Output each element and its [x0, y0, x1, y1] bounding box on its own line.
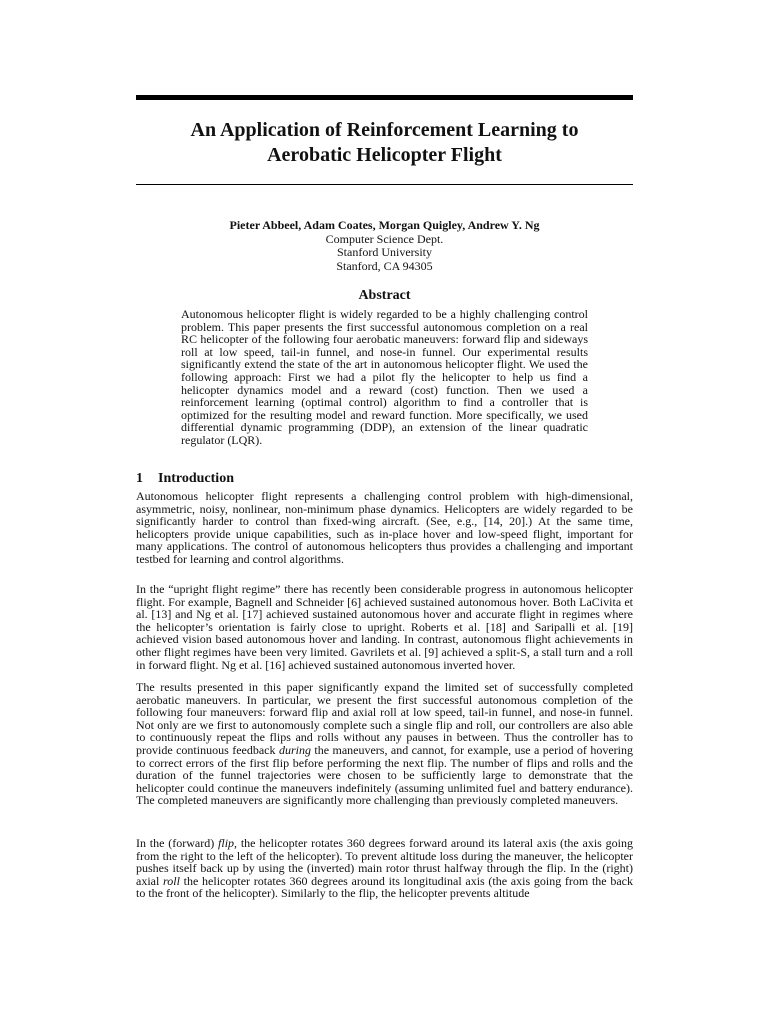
- paragraph-3-text-a: The results presented in this paper significantly expand the limited set of successfully completed aerobatic maneuvers. In particular, we present the first successful autonomous completion of the following four maneuvers: forward flip and axial roll at low speed, tail-in funnel, and nose-in funnel. Not only are we first to autonomously complete such a single flip and roll, our controllers are also able to continuously repeat the flips and rolls without any pauses in between. Thus the controller has to provide continuous feedback: [136, 680, 633, 757]
- emphasis-roll: roll: [163, 873, 180, 888]
- affiliation-department: Computer Science Dept.: [325, 231, 444, 246]
- affiliation-address: Stanford, CA 94305: [336, 258, 433, 273]
- paragraph-3-text-b: the maneuvers, and cannot, for example, use a period of hovering to correct errors of the first flip before performing the next flip. The number of flips and rolls and the duration of the funnel trajectories were chosen to be sufficiently large to demonstrate that the helicopter could continue the maneuvers indefinitely (assuming unlimited fuel and battery endurance). The completed maneuvers are significantly more challenging than previously completed maneuvers.: [136, 742, 633, 808]
- intro-paragraph-2: In the “upright flight regime” there has recently been considerable progress in autonomous helicopter flight. For example, Bagnell and Schneider [6] achieved sustained autonomous hover. Both LaCivita et al. [13] and Ng et al. [17] achieved sustained autonomous hover and accurate flight in regimes where the helicopter’s orientation is fairly close to upright. Roberts et al. [18] and Saripalli et al. [19] achieved vision based autonomous hover and landing. In contrast, autonomous flight achievements in other flight regimes have been very limited. Gavrilets et al. [9] achieved a split-S, a stall turn and a roll in forward flight. Ng et al. [16] achieved sustained autonomous inverted hover.: [136, 582, 633, 672]
- paragraph-4-text-c: the helicopter rotates 360 degrees around its longitudinal axis (the axis going from the back to the front of the helicopter). Similarly to the flip, the helicopter prevents altitude: [136, 873, 633, 901]
- affiliation-university: Stanford University: [337, 245, 432, 259]
- section-number: 1: [136, 471, 143, 486]
- title-top-rule: [136, 95, 633, 100]
- abstract-text: Autonomous helicopter flight is widely regarded to be a highly challenging control problem. This paper presents the first successful autonomous completion on a real RC helicopter of the following four aerobatic maneuvers: forward flip and sideways roll at low speed, tail-in funnel, and nose-in funnel. Our experimental results significantly extend the state of the art in autonomous helicopter flight. We used the following approach: First we had a pilot fly the helicopter to help us find a helicopter dynamics model and a reward (cost) function. Then we used a reinforcement learning (optimal control) algorithm to find a controller that is optimized for the resulting model and reward function. More specifically, we used differential dynamic programming (DDP), an extension of the linear quadratic regulator (LQR).: [181, 307, 588, 447]
- paragraph-4-text-a: In the (forward): [136, 836, 219, 850]
- title-line-1: An Application of Reinforcement Learning to: [190, 119, 579, 141]
- author-names: Pieter Abbeel, Adam Coates, Morgan Quigley, Andrew Y. Ng: [229, 218, 540, 232]
- title-line-2: Aerobatic Helicopter Flight: [267, 144, 502, 166]
- section-heading-introduction: [136, 470, 234, 487]
- abstract-heading: Abstract: [358, 288, 411, 303]
- section-title: Introduction: [158, 471, 234, 486]
- title-bottom-rule: [136, 184, 633, 185]
- emphasis-during: during: [278, 742, 311, 757]
- paper-title: [136, 118, 633, 168]
- paragraph-4-text-b: , the helicopter rotates 360 degrees forward around its lateral axis (the axis going from the right to the left of the helicopter). To prevent altitude loss during the maneuver, the helicopter pushes itself back up by using the (inverted) main rotor thrust halfway through the flip. In the (right) axial: [136, 836, 633, 888]
- emphasis-flip: flip: [218, 836, 235, 850]
- intro-paragraph-4: [136, 837, 633, 900]
- author-block: [136, 219, 633, 273]
- intro-paragraph-1: Autonomous helicopter flight represents a challenging control problem with high-dimensional, asymmetric, noisy, nonlinear, non-minimum phase dynamics. Helicopters are widely regarded to be significantly harder to control than fixed-wing aircraft. (See, e.g., [14, 20].) At the same time, helicopters provide unique capabilities, such as in-place hover and low-speed flight, important for many applications. The control of autonomous helicopters thus provides a challenging and important testbed for learning and control algorithms.: [136, 489, 633, 566]
- intro-paragraph-3: [136, 681, 633, 807]
